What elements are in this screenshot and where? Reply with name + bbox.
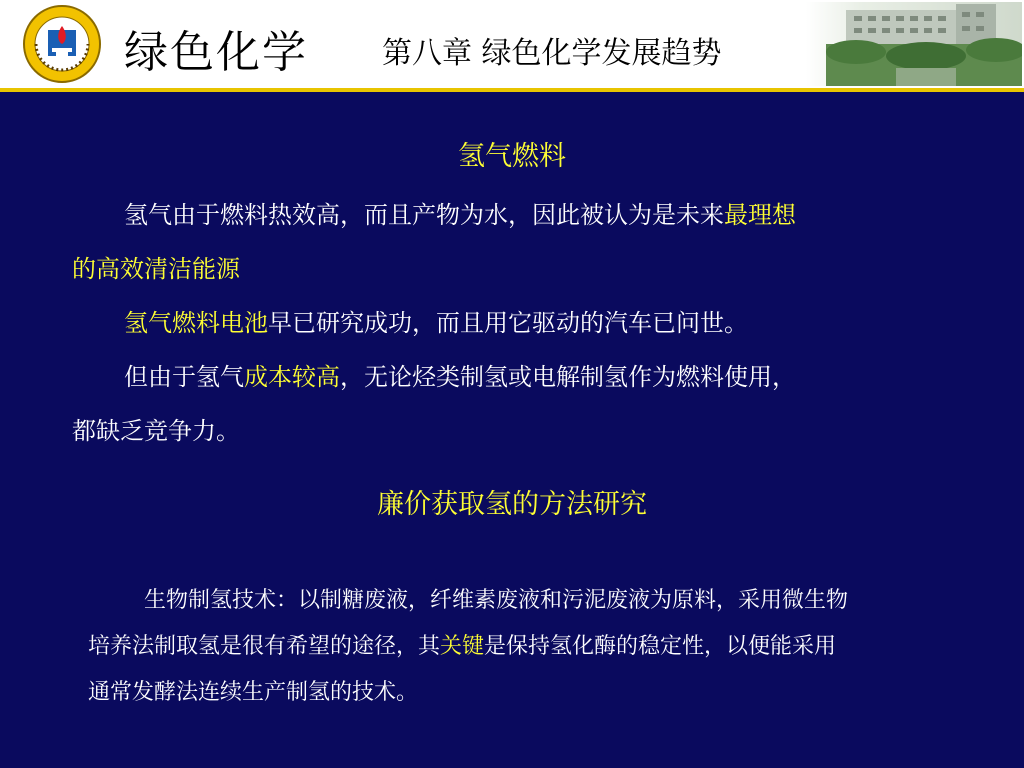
paragraph-hydrogen-efficiency [72, 188, 972, 458]
highlight-ideal: 最理想 [724, 201, 796, 229]
slide-header [0, 0, 1024, 88]
highlight-clean-energy: 的高效清洁能源 [72, 255, 240, 283]
highlight-high-cost: 成本较高 [244, 363, 340, 391]
text: 生物制氢技术：以制糖废液，纤维素废液和污泥废液为原料，采用微生物 [144, 588, 849, 613]
app-title: 绿色化学 [124, 27, 308, 78]
slide-body [0, 92, 1024, 768]
section-heading-hydrogen-fuel: 氢气燃料 [458, 141, 566, 172]
text: ，无论烃类制氢或电解制氢作为燃料使用， [340, 363, 796, 391]
text: 氢气由于燃料热效高，而且产物为水，因此被认为是未来 [124, 201, 724, 229]
chapter-title: 第八章 绿色化学发展趋势 [382, 36, 722, 71]
university-logo [22, 4, 102, 84]
highlight-fuel-cell: 氢气燃料电池 [124, 309, 268, 337]
highlight-key: 关键 [440, 634, 485, 659]
campus-photo [806, 2, 1022, 86]
text: 培养法制取氢是很有希望的途径，其 [88, 634, 441, 659]
text: 但由于氢气 [124, 363, 244, 391]
text: 早已研究成功，而且用它驱动的汽车已问世。 [268, 309, 748, 337]
text: 是保持氢化酶的稳定性，以便能采用 [484, 634, 837, 659]
paragraph-bio-hydrogen [88, 578, 978, 716]
text: 都缺乏竞争力。 [72, 417, 240, 445]
section-heading-cheap-hydrogen: 廉价获取氢的方法研究 [377, 489, 647, 520]
text: 通常发酵法连续生产制氢的技术。 [88, 680, 419, 705]
